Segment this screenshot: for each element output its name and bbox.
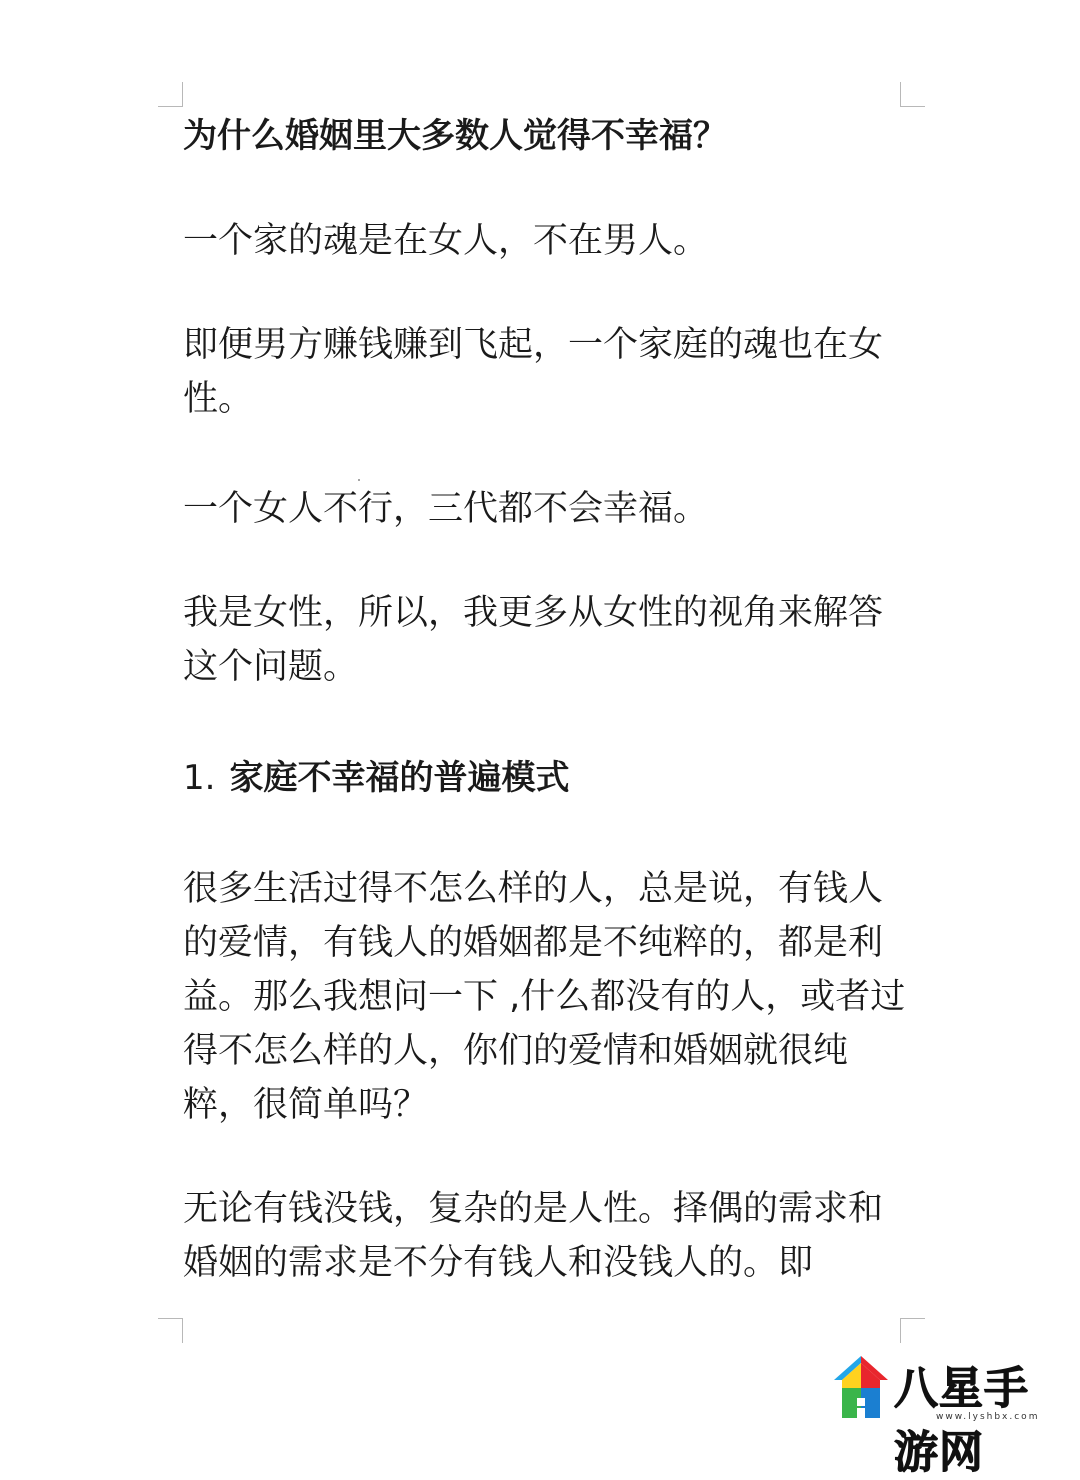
document-title: 为什么婚姻里大多数人觉得不幸福？	[183, 116, 727, 156]
section-number: 1.	[183, 758, 216, 798]
watermark	[832, 1350, 1072, 1478]
paragraph: 很多生活过得不怎么样的人，总是说，有钱人的爱情，有钱人的婚姻都是不纯粹的，都是利益。那么我想问一下 ,什么都没有的人，或者过得不怎么样的人，你们的爱情和婚姻就很纯粹，很简单吗？	[183, 869, 906, 1125]
paragraph: 一个女人不行，三代都不会幸福。	[183, 489, 709, 529]
paragraph: 无论有钱没钱，复杂的是人性。择偶的需求和婚姻的需求是不分有钱人和没钱人的。即	[183, 1189, 884, 1283]
watermark-text: 八星手游网	[894, 1363, 1029, 1478]
document-body	[183, 108, 911, 1290]
paragraph: 我是女性，所以，我更多从女性的视角来解答这个问题。	[183, 593, 884, 687]
paragraph: 即便男方赚钱赚到飞起，一个家庭的魂也在女性。	[183, 325, 884, 419]
watermark-url: www.lyshbx.com	[936, 1412, 1040, 1422]
section-heading-text: 家庭不幸福的普遍模式	[229, 758, 570, 798]
section-heading	[183, 750, 911, 806]
page-corner-mark-bottom-right	[900, 1318, 925, 1343]
colorful-house-logo-icon	[832, 1354, 890, 1420]
paragraph: 一个家的魂是在女人，不在男人。	[183, 221, 709, 261]
page-corner-mark-top-right	[900, 82, 925, 107]
page-corner-mark-bottom-left	[158, 1318, 183, 1343]
page-corner-mark-top-left	[158, 82, 183, 107]
